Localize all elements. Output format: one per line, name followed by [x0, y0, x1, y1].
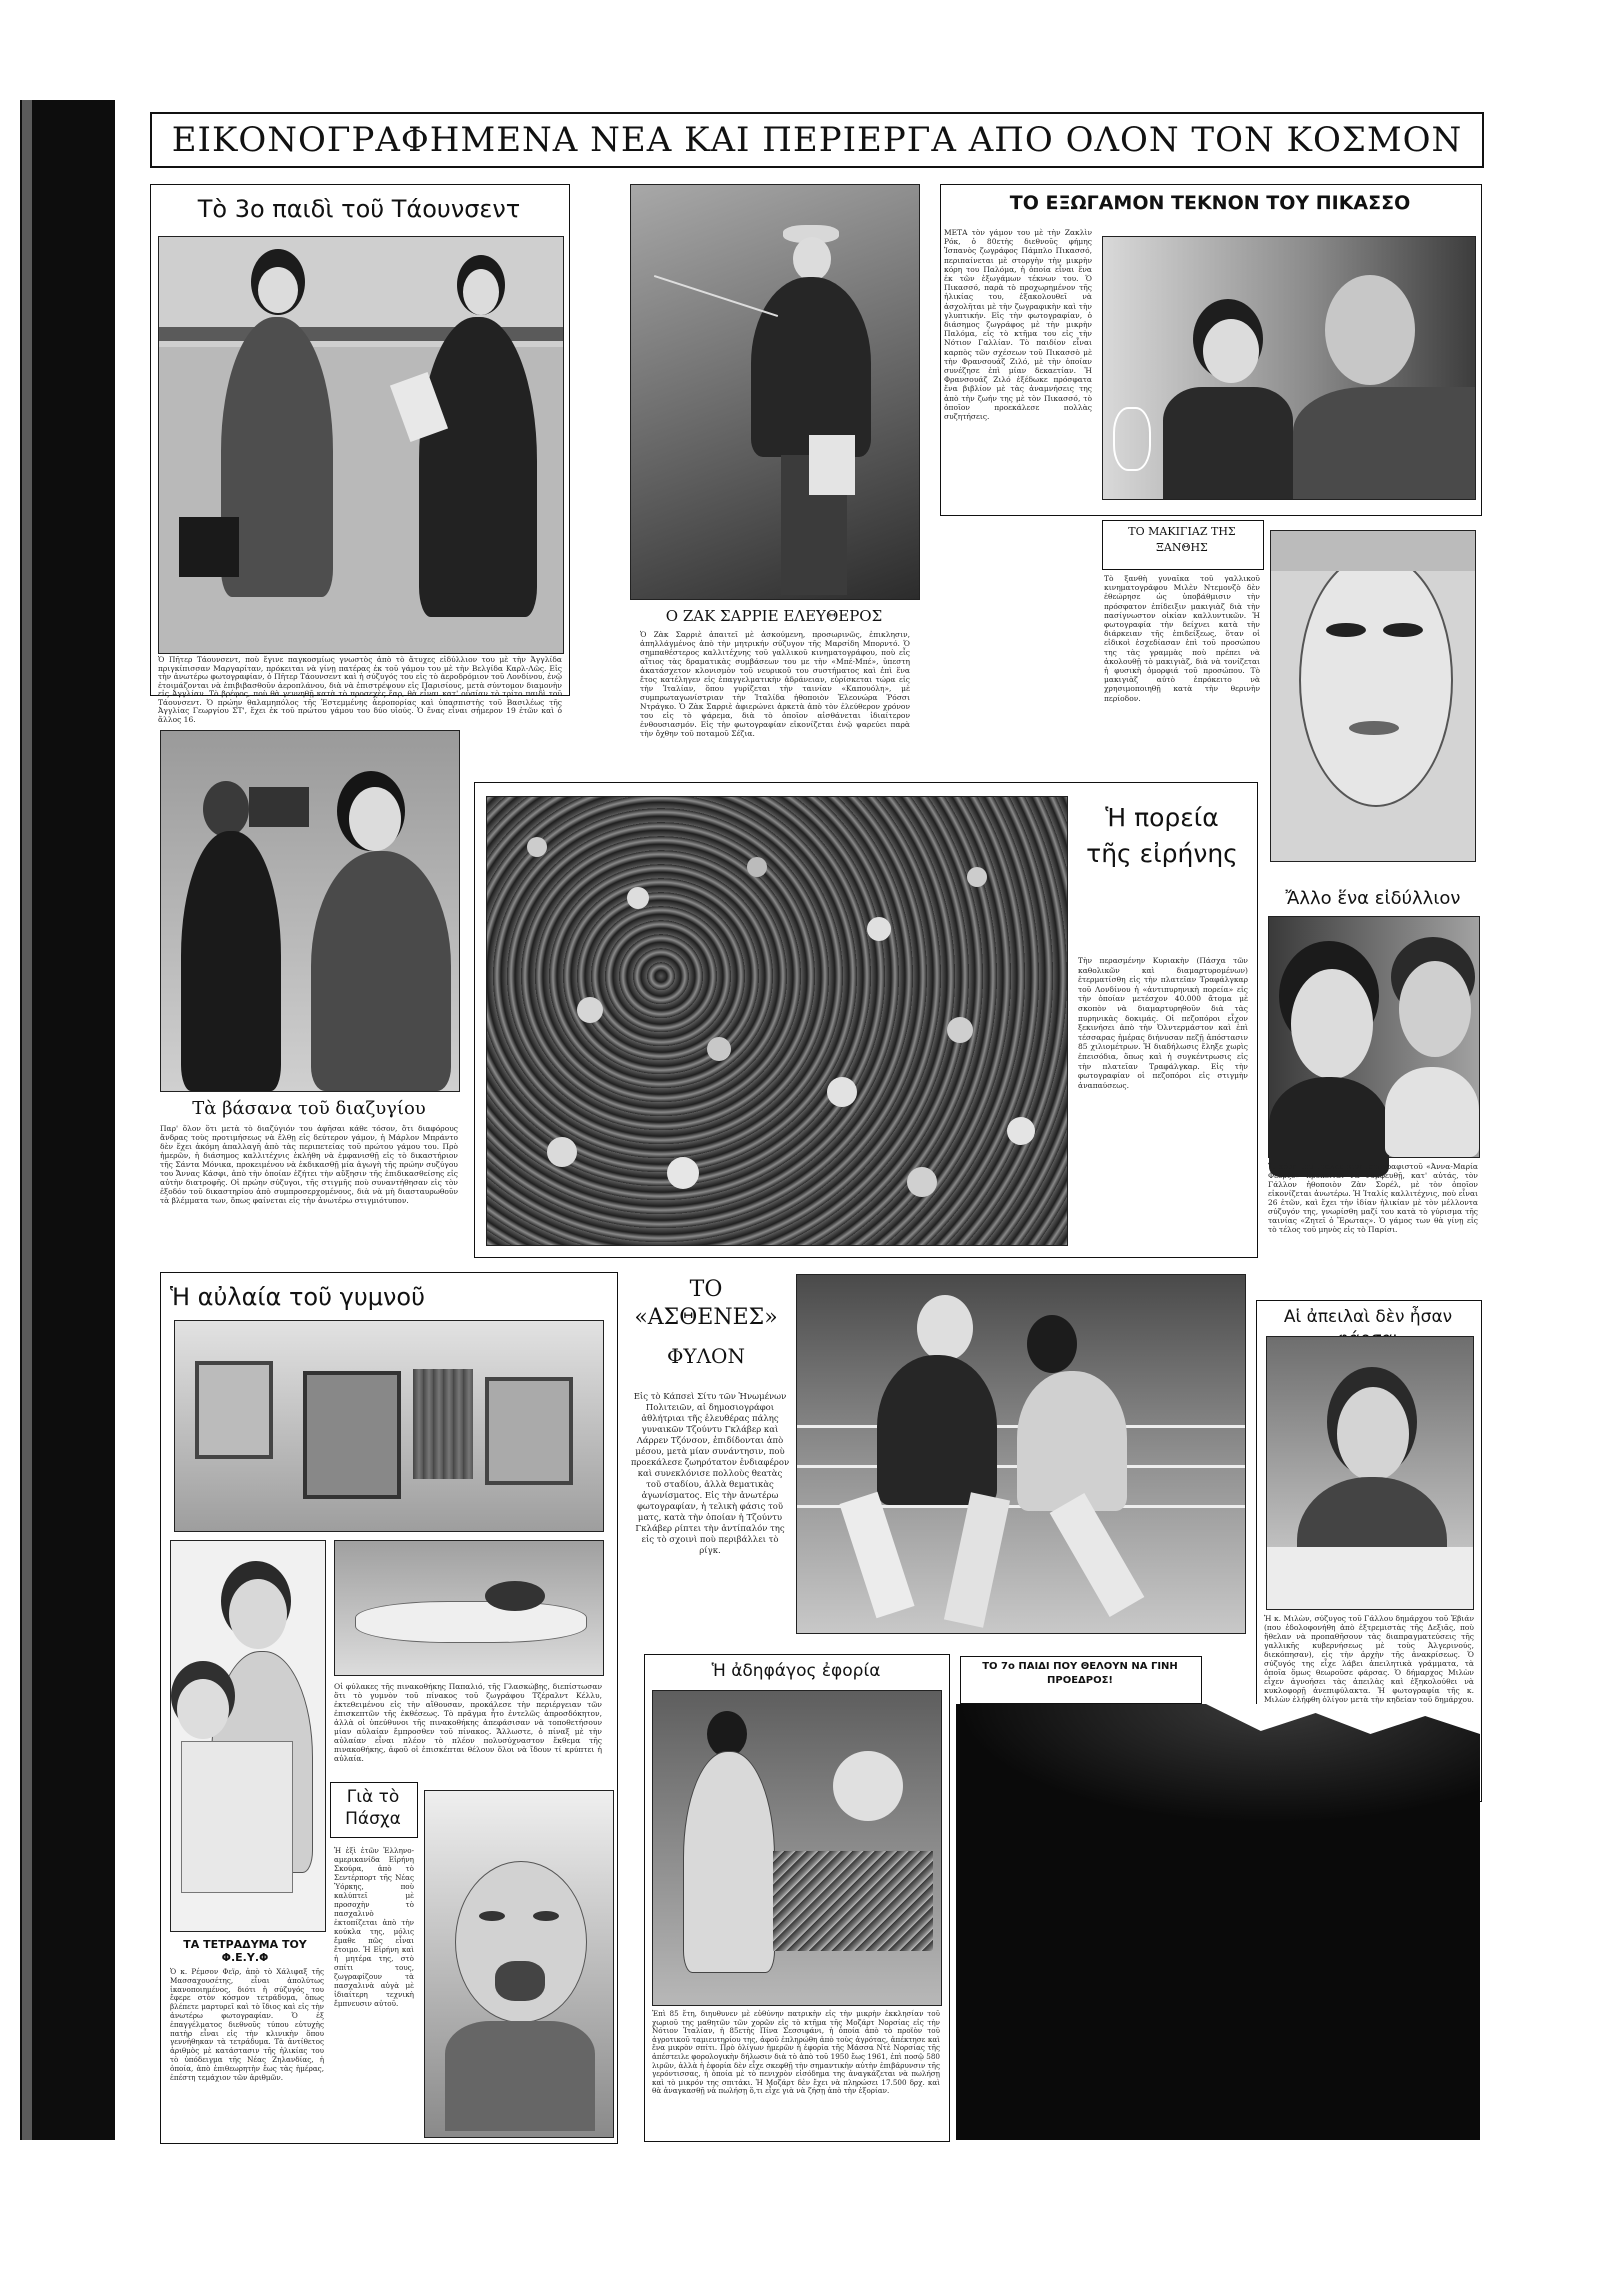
- idyll-caption: Ἡ κόρη τοῦ Ἰταλοῦ κινηματογραφιστοῦ «Ἀννα-Μαρία Φεόρζο» πρόκειται νὰ νυμφευθῇ, κατ' αὐτάς, τὸν Γάλλον ἠθοποιὸν Ζὰν Σορέλ, μὲ τὸν ὁποῖον εἰκονίζεται ἀνωτέρω. Ἡ Ἰταλίς καλλιτέχνις, ποὺ εἶναι 26 ἐτῶν, καὶ ἔχει τὴν ἰδίαν ἡλικίαν μὲ τὸν μέλλοντα σύζυγόν της, γνωρίσθη μαζί του κατὰ τὸ γύρισμα τῆς ταινίας «Ζητεῖ ὁ Ἔρωτας». Ὁ γάμος των θὰ γίνῃ εἰς τὸ τέλος τοῦ μηνὸς εἰς τὸ Παρίσι.: [1268, 1162, 1478, 1234]
- curtain-photo-room: [174, 1320, 604, 1532]
- threats-headline: Αἱ ἀπειλαὶ δὲν ἦσαν: [1283, 1307, 1453, 1327]
- picasso-photo: [1102, 236, 1476, 500]
- curtain-headline: Ἡ αὐλαία τοῦ γυμνοῦ: [170, 1283, 425, 1311]
- left-border: [20, 100, 115, 2140]
- makigiaz-body: Τὸ ξανθὴ γυναῖκα τοῦ γαλλικοῦ κινηματογράφου Μιλὲν Ντεμονζὸ δὲν ἐθεώρησε ὡς ὑποβάθμισιν τὴν πρόσφατον ἐπίδειξιν μακιγιὰζ διὰ τὴν πασίγνωστον οἰκίαν καλλυντικῶν. Ἡ φωτογραφία τὴν δείχνει κατὰ τὴν διάρκειαν τῆς ἐπιδείξεως, ὅταν οἱ εἰδικοὶ ἐσχεδίασαν ἐπὶ τοῦ προσώπου της τὰς γραμμὰς ποὺ πρέπει νὰ ἀκολουθῇ τὸ μακιγιὰζ, διὰ νὰ τονίζεται ἡ φυσικὴ ὀμορφιά τοῦ προσώπου. Τὸ μακιγιὰζ αὐτὸ ἐπρόκειτο νὰ χρησιμοποιηθῇ κατὰ τὴν θερινὴν περίοδον.: [1104, 574, 1260, 703]
- townsend-photo: [158, 236, 564, 654]
- curtain-caption: Οἱ φύλακες τῆς πινακοθήκης Παπαλιό, τῆς Γλασκώβης, διεπίστωσαν ὅτι τὸ γυμνὸν τοῦ πίνακος τοῦ ζωγράφου Τζέραλντ Κέλλυ, ἐκτεθειμένου εἰς τὴν αἴθουσαν, προκάλεσε τὴν περιέργειαν τῶν ἐπισκεπτῶν τῆς ἐκθέσεως. Τὸ πρᾶγμα ἦτο ἐντελῶς ἀπροσδόκητον, ἀλλὰ οἱ ὑπεύθυνοι τῆς πινακοθήκης ἀπεφάσισαν νὰ τοποθετήσουν μίαν αὐλαίαν ἔμπροσθεν τοῦ πίνακος. Ἄλλωστε, ὁ πίναξ μὲ τὴν αὐλαίαν εἶναι πλέον τὸ πλέον πολυσύχναστον ἔκθεμα τῆς πινακοθήκης, ἀφοῦ οἱ ἐπισκέπται θέλουν ὅλοι νὰ ἴδουν τί κρύπτει ἡ αὐλαία.: [334, 1682, 602, 1763]
- fbi-headline: ΤΑ ΤΕΤΡΑΔΥΜΑ ΤΟΥ Φ.Ε.Υ.Φ: [183, 1938, 307, 1964]
- weaker-headline-mid: «ΑΣΘΕΝΕΣ»: [634, 1305, 778, 1330]
- curtain-painting: [334, 1540, 604, 1676]
- threats-caption: Ἡ κ. Μιλὼν, σύζυγος τοῦ Γάλλου δημάρχου τοῦ Ἐβιάν (που ἐδολοφονήθη ἀπὸ ἐξτρεμιστὰς τῆς Δεξιᾶς, ποὺ ἤθελαν νὰ προπαθῆσουν τὰς διαπραγματεύσεις τῆς γαλλικῆς κυβερνήσεως μὲ τοὺς Ἀλγερινούς, διεκόπησαν), εἰς τὴν ἀρχὴν τῆς ἀνακρίσεως. Ὁ σύζυγός της εἶχε λάβει ἀπειλητικὰ γράμματα, τὰ ὁποῖα ὅμως θεωροῦσε φάρσας. Ὁ δήμαρχος Μιλὼν εἶχεν ἀγνοήσει τὰς ἀπειλὰς καὶ ἐξηκολούθει νὰ κυκλοφορῇ ἀνεπιφύλακτα. Ἡ φωτογραφία τῆς κ. Μιλὼν ἐλήφθη ὀλίγον μετὰ τὴν κηδείαν τοῦ δημάρχου.: [1264, 1614, 1474, 1704]
- ephoria-photo: [652, 1690, 942, 2006]
- curtain-portrait: [170, 1540, 326, 1932]
- makigiaz-photo: [1270, 530, 1476, 862]
- weaker-body: Εἰς τὸ Κάπσεὶ Σίτυ τῶν Ἡνωμένων Πολιτειῶν, αἱ δημοσιογράφοι ἀθλήτριαι τῆς ἐλευθέρας πάλης γυναικῶν Τζούντυ Γκλάβερ καὶ Λάρρεν Τζόνσον, ἐπιδίδονται ἀπὸ μέσου, μετὰ μίαν συνάντησιν, ποὺ προεκάλεσε ζωηρότατον ἐνδιαφέρον καὶ συνεκλόνισε πολλοὺς θεατὰς τοῦ σταδίου, ἀλλὰ θεματικὰς ἀγωνίσματος. Εἰς τὴν ἀνωτέρω φωτογραφίαν, ἡ τελικὴ φάσις τοῦ ματς, κατὰ τὴν ὁποίαν ἡ Τζούντυ Γκλάβερ ρίπτει τὴν ἀντίπαλόν της εἰς τὸ σχοινὶ ποὺ περιβάλλει τὸ ρίγκ.: [630, 1392, 790, 1556]
- weaker-headline-top: ΤΟ: [689, 1277, 723, 1302]
- ephoria-headline: Ἡ ἀδηφάγος ἐφορία: [711, 1661, 881, 1681]
- sarrie-photo: [630, 184, 920, 600]
- easter-caption: Ἡ ἑξὶ ἐτῶν Ἐλληνο-αμερικανίδα Εἰρήνη Σκούρα, ἀπὸ τὸ Σεντέρπορτ τῆς Νέας Ὑόρκης, ποὺ καλύπτεῖ μὲ προσοχὴν τὸ πασχαλινὸ ἐκτοπίζεται ἀπὸ τὴν κούκλα της, μόλις ἔμαθε πῶς εἶναι ἕτοιμο. Ἡ Εἰρήνη καὶ ἡ μητέρα της, στὸ σπίτι τους, ζωγραφίζουν τὰ πασχαλινὰ αὐγὰ μὲ ἰδιαίτερη τεχνικὴ ἔμπνευσιν αὐτοῦ.: [334, 1846, 414, 2008]
- threats-photo: [1266, 1336, 1474, 1610]
- townsend-headline: Τὸ 3ο παιδὶ τοῦ Τάουνσεντ: [197, 195, 521, 223]
- seventh-headline: ΤΟ 7ο ΠΑΙΔΙ ΠΟΥ ΘΕΛΟΥΝ ΝΑ ΓΙΝΗ ΠΡΟΕΔΡΟΣ!: [982, 1661, 1178, 1686]
- masthead-title: ΕΙΚΟΝΟΓΡΑΦΗΜΕΝΑ ΝΕΑ ΚΑΙ ΠΕΡΙΕΡΓΑ ΑΠΟ ΟΛΟΝ ΤΟΝ ΚΟΣΜΟΝ: [171, 120, 1463, 160]
- left-border-inner: [22, 100, 32, 2140]
- idyll-headline: Ἄλλο ἕνα εἰδύλλιον: [1285, 888, 1461, 909]
- sarrie-headline: Ο ΖΑΚ ΣΑΡΡΙΕ ΕΛΕΥΘΕΡΟΣ: [665, 607, 883, 625]
- fbi-caption: Ὁ κ. Ρέμσον Φεϊρ, ἀπὸ τὸ Χάλιφαξ τῆς Μασσαχουσέτης, εἶναι ἀπολύτως ἱκανοποιημένος, διότι ἡ σύζυγός του ἔφερε στὸν κόσμον τετράδυμα, ὅπως βλέπετε μαρτυρεῖ καὶ τὸ ἴδιος καὶ εἰς τὴν ἀνωτέρω φωτογραφίαν. Ὁ ἐξ ἐπαγγέλματος διεθνοῦς τύπου εὐτυχὴς πατὴρ εἶναι εἰς τὴν κλινικὴν ὅπου γεννήθηκαν τὰ τετράδυμα. Τὰ ἀντίθετος ἀριθμὸς μὲ κατάστασιν τῆς ἡλικίας του τὸ ὑπόδειγμα τῆς Νέας Ζηλανδίας, ἡ ὁποία, ἀπὸ ἐπιθεωρητὴν ἔως τὰς ἡμέρας, ἐπέστη τεμάχιον τῶν ἀριθμῶν.: [170, 1967, 324, 2082]
- easter-headline: Γιὰ τὸ Πάσχα: [345, 1787, 401, 1829]
- easter-photo: [424, 1790, 614, 2138]
- idyll-photo: [1268, 916, 1480, 1158]
- march-caption: Τὴν περασμένην Κυριακὴν (Πάσχα τῶν καθολικῶν καὶ διαμαρτυρομένων) ἐτερματίσθη εἰς τὴν πλατεῖαν Τραφάλγκαρ τοῦ Λονδίνου ἡ «ἀντιπυρηνικὴ πορεία» εἰς τὴν ὁποίαν μετέσχον 40.000 ἄτομα μὲ σκοπὸν νὰ διαμαρτυρηθοῦν διὰ τὰς πυρηνικὰς δοκιμάς. Οἱ πεζοπόροι εἶχον ξεκινήσει ἀπὸ τὴν Ὀλντερμάστον καὶ ἐπὶ τέσσαρας ἡμέρας διήνυσαν πεζῇ ἀπόστασιν 85 χιλιομέτρων. Ἡ διαδήλωσις ἔληξε χωρὶς ἐπεισόδια, ὅπως καὶ ἡ συγκέντρωσις εἰς τὴν πλατεῖαν Τραφάλγκαρ. Εἰς τὴν φωτογραφίαν οἱ πεζοπόροι εἰς στιγμὴν ἀναπαύσεως.: [1078, 956, 1248, 1090]
- ephoria-caption: Ἐπὶ 85 ἔτη, διηυθυνεν μὲ εὐθύνην πατρικὴν εἰς τὴν μικρὴν ἐκκλησίαν τοῦ χωριοῦ της μαθητῶν τῶν χορῶν εἰς τὸ κτῆμα τῆς Μοζάρτ Νορσίας εἰς τὴν Νότιον Ἰταλίαν, ἡ 85ετὴς Πίνα Σεσσιφάνι, ἡ ὁποία ἀπὸ τὸ προϊὸν τοῦ ἀγροτικοῦ ταμιευτηρίου της, ἀφοῦ ἐπληρώθη ἀπὸ τοὺς ἀγρότας, ἀπέκτησε καὶ ἕνα μικρὸν σπίτι. Πρὸ ὀλίγων ἡμερῶν ἡ ἐφορία τῆς Μάσσα Ντὲ Νορσίας τῆς ἀπέστειλε φορολογικὴν δήλωσιν διὰ τὸ ἀπὸ τοῦ 1950 ἔως 1961, ἐπὶ ποσῷ 580 λιρῶν, ἀλλὰ ἡ ἐφορία δὲν εἶχε σκεφθῇ τὴν σημαντικὴν αὐτὴν ἐπιβάρυνσιν τῆς γερόντισσας, ἡ ὁποία μὲ τὸ πενιχρὸν εἰσόδημα της ἀναγκάζεται νὰ πωλήσῃ καὶ τὸ μικρόν της σπιτάκι. Ἡ Μοζάρτ δὲν ἔχει νὰ πληρώσει 17.500 δρχ. καὶ θὰ ἀναγκασθῇ νὰ πωλήσῃ ὅ,τι εἶχε γιὰ νὰ ζήσῃ ἀπὸ τὴν ἐξορίαν.: [652, 2009, 940, 2096]
- divorce-headline: Τὰ βάσανα τοῦ διαζυγίου: [192, 1098, 426, 1119]
- picasso-body: ΜΕΤΑ τὸν γάμον του μὲ τὴν Ζακλὶν Ρόκ, ὁ 80ετὴς διεθνοῦς φήμης Ἱσπανὸς ζωγράφος Πάμπλο Πικασσό, περιπαίνεται μὲ στοργὴν τὴν μικρὴν κόρη του Παλόμα, ἡ ὁποία εἶναι ἕνα ἐκ τῶν ἐξωγάμων τέκνων του. Ὁ Πικασσό, παρὰ τὸ προχωρημένον τῆς ἡλικίας του, ἐξακολουθεῖ νὰ ἀσχολῆται μὲ τὴν ζωγραφικὴν καὶ τὴν γλυπτικήν. Εἰς τὴν φωτογραφίαν, ὁ διάσημος ζωγράφος μὲ τὴν μικρὴν Παλόμα, εἰς τὸ κτῆμα του εἰς τὴν Νότιον Γαλλίαν. Τὸ παιδίον εἶναι καρπὸς τῶν σχέσεων τοῦ Πικασσὸ μὲ τὴν Φρανσουάζ Ζιλό, μὲ τὴν ὁποίαν συνέζησε ἐπὶ μίαν δεκαετίαν. Ἡ Φρανσουάζ Ζιλό ἐξέδωκε πρόσφατα ἕνα βιβλίον μὲ τὰς ἀναμνήσεις της ἀπὸ τὴν ζωήν της μὲ τὸν Πικασσό, τὸ ὁποῖον προεκάλεσε πολλὰς συζητήσεις.: [944, 228, 1092, 422]
- sarrie-caption: Ὁ Ζὰκ Σαρριὲ ἀπαιτεῖ μὲ ἀσκούμενη, προσωρινῶς, ἐπικλησιν, ἀπηλλάγμένος ἀπὸ τὴν μητρικήν σύζυγον τῆς Μαρσίδη Μπορντό. Ὁ σημπαθέστερος καλλιτέχνης τοῦ γαλλικοῦ κινηματογράφου, ποὺ εἶς αἴτιος τὰς δραματικὰς συμβάσεων του με τὴν «Μπέ-Μπέ», ὑπεστη ἀκατάσχετον κλονισμὸν τοῦ νευρικοῦ του συστήματος καὶ ἐπὶ ἕνα ἔτος κατέληγεν εἰς ἐπαγγελματικὴν ἀδράνειαν, εὑρίσκεται τώρα εἰς τὴν Ἰταλίαν, ὅπου γυρίζεται τὴν ταινίαν «Καπουόλη», μὲ συμπρωταγωνίστριαν τὴν Ἰταλίδα ἠθοποιὸν Ἐλεονώρα Ῥόσσι Ντράγκο. Ὁ Ζὰκ Σαρριὲ ἀφιερώνει ἀρκετὰ ἀπὸ τὸν ἐλεύθερον χρόνον του εἰς τὸ ψάρεμα, διὰ τὸ ὁποῖον αἰσθάνεται ἰδιαίτερον ἐνθουσιασμόν. Εἰς τὴν φωτογραφίαν εἰκονίζεται ἐνῷ ψαρεύει παρὰ τὴν ὄχθην τοῦ ποταμοῦ Σέζια.: [640, 630, 910, 738]
- seventh-photo-torn: [956, 1704, 1480, 2140]
- march-headline: Ἡ πορεία τῆς εἰρήνης: [1086, 803, 1238, 868]
- picasso-headline: ΤΟ ΕΞΩΓΑΜΟΝ ΤΕΚΝΟΝ ΤΟΥ ΠΙΚΑΣΣΟ: [1009, 192, 1411, 214]
- divorce-caption: Παρ' ὅλον ὅτι μετὰ τὸ διαζύγιόν του ἀφῆσαι κάθε τόσον, ὅτι διαφόρους ἄνδρας τοὺς προτιμήσεως νὰ ἔλθῃ εἰς δεύτερον γάμον, ἡ Μάρλον Μπράντο δὲν ἔχει ἀκόμη ἀπαλλαγῆ ἀπὸ τὰς περιπετείας τοῦ πρώτου γάμου του. Πρὸ ἡμερῶν, ἡ διάσημος καλλιτέχνις ἐκλήθη νὰ ἐμφανισθῇ εἰς τὸ δικαστήριον τῆς Σάντα Μόνικα, προκειμένου νὰ ἐκδικασθῇ μία ἀγωγὴ τῆς πρώην συζύγου του Ἄννας Κάσφι, ἀπὸ τὴν ὁποίαν ἐζήτει τὴν αὔξησιν τῆς ἐπιδικασθείσης εἰς αὐτὴν διατροφῆς. Οἱ πρώην σύζυγοι, τῆς στιγμῆς ποὺ συναντήθησαν εἰς τὸν ἐξοδόν τοῦ δικαστηρίου ἀπὸ συμπροσερχομένους, διὰ νὰ μὴ διασταυρωθοῦν τὰ βλέμματα των, ὅπως φαίνεται εἰς τὴν ἀνωτέρω στιγμιότυπον.: [160, 1124, 458, 1205]
- divorce-photo: [160, 730, 460, 1092]
- masthead: [150, 112, 1484, 168]
- weaker-headline-bot: ΦΥΛΟΝ: [667, 1344, 745, 1368]
- townsend-caption: Ὁ Πῆτερ Τάουνσεντ, ποὺ ἔγινε παγκοσμίως γνωστὸς ἀπὸ τὸ ἄτυχες εἰδύλλιον του μὲ τὴν Ἀγγλίδα πριγκίπισσαν Μαργαρίταν, πρόκειται νὰ γίνῃ πατέρας ἐκ τοῦ γάμου του μὲ τὴν Βελγίδα Καρλ-Λῶς. Εἰς τὴν ἀνωτέρω φωτογραφίαν, ὁ Πῆτερ Τάουνσεντ καὶ ἡ σύζυγός του εἰς τὸ ἀεροδρόμιον τοῦ Λονδίνου, ἐνῷ ἐτοιμάζονται νὰ ἐπιβιβασθοῦν ἀεροπλάνου, διὰ νὰ ἐπιστρέψουν εἰς Παρισίους, μετὰ σύντομον διαμονὴν εἰς Ἀγγλίαν. Τὸ βρέφος, ποὺ θὰ γεννηθῇ κατὰ τὸ προσεχὲς ἔαρ, θὰ εἶναι κατ' οὐσίαν τὸ τρίτο παιδὶ τοῦ Τάουνσεντ. Ὁ πρώην θαλαμηπόλος τῆς Ἐστεμμένης ἀεροπορίας καὶ ὑπασπιστὴς τοῦ Βασιλέως τῆς Ἀγγλίας Γεωργίου ΣΤ', ἔχει ἐκ τοῦ πρώτου γάμου του δύο υἱούς. Ὁ ἕνας εἶναι σήμερον 19 ἐτῶν καὶ ὁ ἄλλος 16.: [158, 655, 562, 724]
- makigiaz-headline: ΤΟ ΜΑΚΙΓΙΑΖ ΤΗΣ ΞΑΝΘΗΣ: [1128, 525, 1236, 554]
- march-photo: [486, 796, 1068, 1246]
- weaker-photo: [796, 1274, 1246, 1634]
